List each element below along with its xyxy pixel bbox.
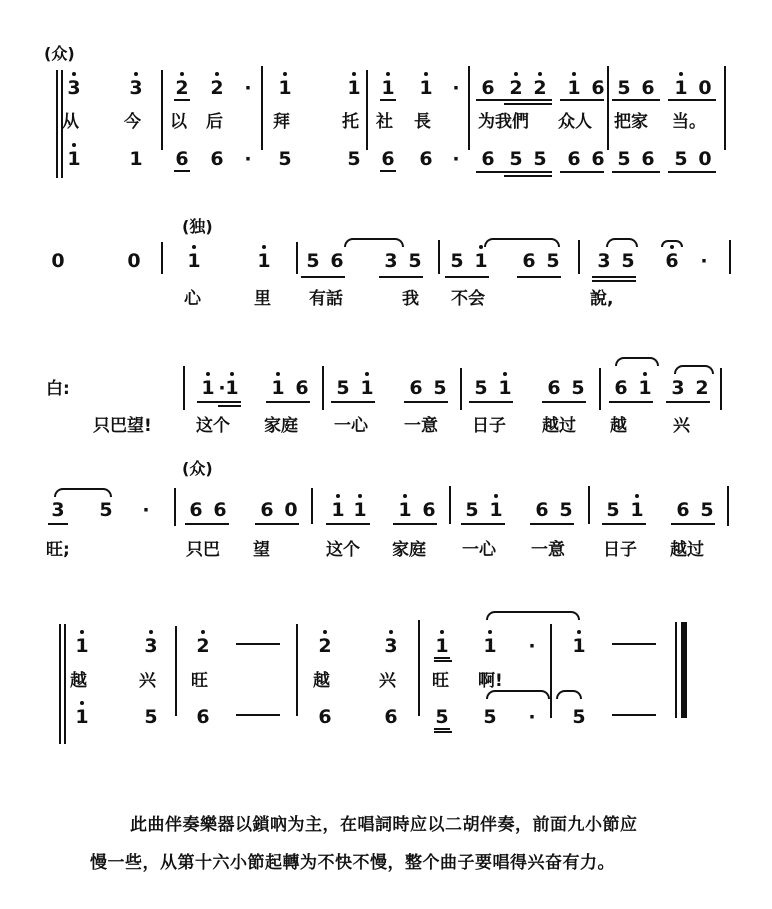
lyric: 一心: [462, 540, 496, 560]
note: 6: [641, 77, 655, 99]
lyric: 心: [184, 289, 201, 309]
chorus-label: (众): [182, 459, 213, 478]
octave-dot: [206, 372, 210, 376]
octave-dot: [352, 72, 356, 76]
note: 2: [533, 77, 547, 99]
lyric: 一心: [334, 416, 368, 436]
beat-underline: [668, 171, 716, 173]
barline: [311, 488, 313, 524]
note: 0: [51, 250, 65, 272]
beat-underline: [434, 660, 452, 662]
final-barline: [675, 622, 677, 718]
note: 1: [129, 148, 143, 170]
slur: [344, 238, 404, 247]
note: 1: [398, 499, 412, 521]
note: 1: [572, 635, 586, 657]
beat-underline: [592, 276, 636, 278]
lyric: 这个: [326, 540, 360, 560]
note: 5: [99, 499, 113, 521]
note: 5: [144, 706, 158, 728]
lyric: 不会: [451, 289, 485, 309]
beat-underline: [476, 99, 552, 101]
note: 5: [606, 499, 620, 521]
note: 1: [381, 77, 395, 99]
lyric: 为我們: [478, 112, 529, 132]
lyric: 兴: [673, 416, 690, 436]
note: 1: [201, 377, 215, 399]
note: 5: [450, 250, 464, 272]
beat-underline: [612, 171, 660, 173]
note: 6: [189, 499, 203, 521]
lyric: 一意: [531, 540, 565, 560]
beat-underline: [380, 99, 396, 101]
beat-underline: [602, 523, 646, 525]
lyric: 越: [610, 416, 627, 436]
beat-underline: [266, 401, 310, 403]
note: 6: [196, 706, 210, 728]
beat-underline: [380, 170, 396, 172]
note: 6: [330, 250, 344, 272]
lyric: 拜: [273, 112, 290, 132]
barline: [438, 240, 440, 274]
note: 1: [638, 377, 652, 399]
note: 6: [409, 377, 423, 399]
note: 5: [435, 706, 449, 728]
octave-dot: [180, 72, 184, 76]
duration-dot: ·: [452, 77, 460, 99]
barline: [261, 66, 263, 150]
lyric: 当。: [672, 112, 706, 132]
note: 6: [676, 499, 690, 521]
octave-dot: [635, 494, 639, 498]
note: 1: [483, 635, 497, 657]
note: 5: [408, 250, 422, 272]
beat-underline: [560, 171, 604, 173]
beat-underline: [404, 401, 448, 403]
octave-dot: [488, 630, 492, 634]
duration-dot: ·: [244, 77, 252, 99]
note: 3: [597, 250, 611, 272]
octave-dot: [230, 372, 234, 376]
lyric: 把家: [614, 112, 648, 132]
slur: [615, 357, 659, 366]
note: 6: [295, 377, 309, 399]
note: 6: [567, 148, 581, 170]
note: 5: [474, 377, 488, 399]
note: 5: [306, 250, 320, 272]
barline: [724, 66, 726, 150]
lyric: 說,: [590, 289, 614, 309]
octave-dot: [283, 72, 287, 76]
tie: [556, 690, 582, 699]
beat-underline: [218, 405, 241, 407]
beat-underline: [185, 523, 229, 525]
lyric: 这个: [196, 416, 230, 436]
note: 6: [210, 148, 224, 170]
lyric: 旺: [432, 671, 449, 691]
hold-dash: [236, 643, 280, 645]
note: 1: [75, 706, 89, 728]
beat-underline: [530, 523, 574, 525]
lyric: 只巴: [186, 540, 220, 560]
beat-underline: [445, 276, 489, 278]
note: 5: [571, 377, 585, 399]
lyric: 我: [402, 289, 419, 309]
note: 5: [559, 499, 573, 521]
octave-dot: [72, 143, 76, 147]
octave-dot: [479, 245, 483, 249]
lyric: 托: [342, 112, 359, 132]
note: 6: [419, 148, 433, 170]
note: 5: [278, 148, 292, 170]
barline: [468, 66, 470, 150]
beat-underline: [476, 171, 552, 173]
note: 6: [547, 377, 561, 399]
beat-underline: [560, 99, 604, 101]
octave-dot: [276, 372, 280, 376]
lyric: 長: [414, 112, 431, 132]
octave-dot: [192, 245, 196, 249]
barline: [296, 624, 298, 716]
note: 2: [695, 377, 709, 399]
duration-dot: ·: [700, 250, 708, 272]
note: 1: [278, 77, 292, 99]
beat-underline: [504, 103, 552, 105]
note: 5: [347, 148, 361, 170]
note: 6: [522, 250, 536, 272]
barline: [161, 70, 163, 150]
note: 1: [67, 148, 81, 170]
beat-underline: [671, 523, 715, 525]
note: 3: [671, 377, 685, 399]
barline: [366, 70, 368, 150]
barline: [322, 366, 324, 410]
slur: [484, 238, 560, 247]
note: 6: [614, 377, 628, 399]
beat-underline: [393, 523, 437, 525]
lyric: 望: [253, 540, 270, 560]
slur: [606, 238, 638, 247]
octave-dot: [134, 72, 138, 76]
note: 6: [213, 499, 227, 521]
note: 1: [331, 499, 345, 521]
note: 6: [665, 250, 679, 272]
barline: [578, 240, 580, 274]
barline: [296, 242, 298, 274]
lyric: 后: [206, 112, 223, 132]
beat-underline: [301, 276, 345, 278]
barline: [418, 620, 420, 716]
note: 5: [433, 377, 447, 399]
beat-underline: [469, 401, 513, 403]
duration-dot: ·: [218, 377, 226, 399]
note: 5: [483, 706, 497, 728]
note: 0: [698, 77, 712, 99]
lyric: 里: [254, 289, 271, 309]
beat-underline: [504, 175, 552, 177]
beat-underline: [609, 401, 653, 403]
note: 3: [129, 77, 143, 99]
barline: [175, 626, 177, 716]
note: 6: [591, 77, 605, 99]
lyric: 从: [62, 112, 79, 132]
barline: [720, 368, 722, 410]
note: 3: [384, 250, 398, 272]
note: 3: [67, 77, 81, 99]
octave-dot: [386, 72, 390, 76]
lyric: 日子: [472, 416, 506, 436]
octave-dot: [365, 372, 369, 376]
octave-dot: [80, 701, 84, 705]
lyric: 家庭: [264, 416, 298, 436]
chorus-label: (众): [44, 44, 75, 63]
note: 0: [284, 499, 298, 521]
lyric: 越: [313, 671, 330, 691]
octave-dot: [389, 630, 393, 634]
note: 1: [435, 635, 449, 657]
beat-underline: [434, 728, 450, 730]
note: 5: [533, 148, 547, 170]
octave-dot: [72, 72, 76, 76]
note: 5: [509, 148, 523, 170]
octave-dot: [514, 72, 518, 76]
note: 3: [384, 635, 398, 657]
barline: [174, 488, 176, 526]
barline: [550, 624, 552, 718]
hold-dash: [612, 643, 656, 645]
note: 1: [75, 635, 89, 657]
note: 6: [481, 77, 495, 99]
beat-underline: [326, 523, 370, 525]
barline: [607, 66, 609, 150]
note: 5: [546, 250, 560, 272]
octave-dot: [503, 372, 507, 376]
hold-dash: [236, 714, 280, 716]
final-barline: [681, 622, 687, 718]
barline: [727, 486, 729, 526]
note: 6: [422, 499, 436, 521]
note: 5: [621, 250, 635, 272]
note: 0: [127, 250, 141, 272]
beat-underline: [461, 523, 505, 525]
note: 5: [465, 499, 479, 521]
duration-dot: ·: [528, 635, 536, 657]
note: 6: [481, 148, 495, 170]
barline: [588, 486, 590, 524]
lyric: 今: [124, 112, 141, 132]
beat-underline: [542, 401, 586, 403]
lyric: 旺;: [46, 540, 70, 560]
spoken-label: 白:: [46, 379, 70, 399]
note: 5: [336, 377, 350, 399]
note: 6: [641, 148, 655, 170]
barline: [64, 624, 66, 744]
note: 1: [474, 250, 488, 272]
barline: [449, 486, 451, 524]
tie: [54, 488, 112, 497]
beat-underline: [174, 99, 190, 101]
duration-dot: ·: [452, 148, 460, 170]
duration-dot: ·: [142, 499, 150, 521]
lyric: 旺: [191, 671, 208, 691]
lyric: 兴: [139, 671, 156, 691]
beat-underline: [592, 280, 636, 282]
note: 6: [535, 499, 549, 521]
lyric: 众人: [558, 112, 592, 132]
fermata: [661, 240, 683, 247]
note: 1: [419, 77, 433, 99]
note: 1: [630, 499, 644, 521]
note: 2: [509, 77, 523, 99]
octave-dot: [679, 72, 683, 76]
note: 6: [381, 148, 395, 170]
note: 5: [617, 77, 631, 99]
barline: [183, 366, 185, 410]
lyric: 社: [376, 112, 393, 132]
octave-dot: [538, 72, 542, 76]
lyric: 兴: [379, 671, 396, 691]
duration-dot: ·: [244, 148, 252, 170]
note: 3: [51, 499, 65, 521]
beat-underline: [612, 99, 660, 101]
lyric: 日子: [603, 540, 637, 560]
octave-dot: [80, 630, 84, 634]
barline: [460, 368, 462, 410]
lyric: 以: [170, 112, 187, 132]
beat-underline: [255, 523, 299, 525]
lyric: 越过: [542, 416, 576, 436]
lyric: 越: [70, 671, 87, 691]
note: 6: [318, 706, 332, 728]
note: 6: [175, 148, 189, 170]
note: 3: [144, 635, 158, 657]
octave-dot: [262, 245, 266, 249]
barline: [59, 624, 61, 744]
octave-dot: [403, 494, 407, 498]
note: 1: [674, 77, 688, 99]
note: 1: [347, 77, 361, 99]
footnote-line-2: 慢一些，从第十六小節起轉为不快不慢，整个曲子要唱得兴奋有力。: [90, 853, 615, 873]
duration-dot: ·: [528, 706, 536, 728]
note: 1: [353, 499, 367, 521]
tie: [486, 690, 550, 699]
lyric: 一意: [404, 416, 438, 436]
note: 1: [271, 377, 285, 399]
barline: [161, 242, 163, 274]
lyric: 家庭: [392, 540, 426, 560]
note: 6: [384, 706, 398, 728]
octave-dot: [215, 72, 219, 76]
note: 6: [591, 148, 605, 170]
note: 2: [196, 635, 210, 657]
solo-label: (独): [182, 217, 213, 236]
note: 5: [572, 706, 586, 728]
beat-underline: [668, 99, 716, 101]
note: 1: [187, 250, 201, 272]
octave-dot: [149, 630, 153, 634]
barline: [729, 240, 731, 274]
lyric: 只巴望!: [93, 416, 152, 436]
beat-underline: [434, 731, 452, 733]
octave-dot: [494, 494, 498, 498]
note: 2: [210, 77, 224, 99]
note: 1: [225, 377, 239, 399]
note: 2: [318, 635, 332, 657]
hold-dash: [612, 714, 656, 716]
lyric: 越过: [670, 540, 704, 560]
beat-underline: [517, 276, 561, 278]
slur: [674, 365, 714, 374]
barline: [56, 70, 58, 178]
footnote-line-1: 此曲伴奏樂器以鎖吶为主，在唱詞時应以二胡伴奏，前面九小節应: [130, 815, 638, 835]
note: 1: [489, 499, 503, 521]
note: 5: [700, 499, 714, 521]
lyric: 啊!: [478, 671, 503, 691]
octave-dot: [424, 72, 428, 76]
barline: [599, 368, 601, 410]
note: 1: [567, 77, 581, 99]
octave-dot: [643, 372, 647, 376]
octave-dot: [201, 630, 205, 634]
beat-underline: [174, 170, 190, 172]
octave-dot: [336, 494, 340, 498]
note: 5: [674, 148, 688, 170]
note: 1: [257, 250, 271, 272]
note: 2: [175, 77, 189, 99]
octave-dot: [358, 494, 362, 498]
beat-underline: [666, 401, 710, 403]
beat-underline: [379, 276, 423, 278]
beat-underline: [331, 401, 375, 403]
beat-underline: [434, 657, 450, 659]
octave-dot: [323, 630, 327, 634]
beat-underline: [197, 401, 241, 403]
octave-dot: [577, 630, 581, 634]
note: 5: [617, 148, 631, 170]
octave-dot: [572, 72, 576, 76]
note: 1: [360, 377, 374, 399]
note: 6: [260, 499, 274, 521]
note: 1: [498, 377, 512, 399]
note: 0: [698, 148, 712, 170]
tie: [486, 611, 580, 620]
octave-dot: [440, 630, 444, 634]
lyric: 有話: [309, 289, 343, 309]
beat-underline: [48, 523, 68, 525]
